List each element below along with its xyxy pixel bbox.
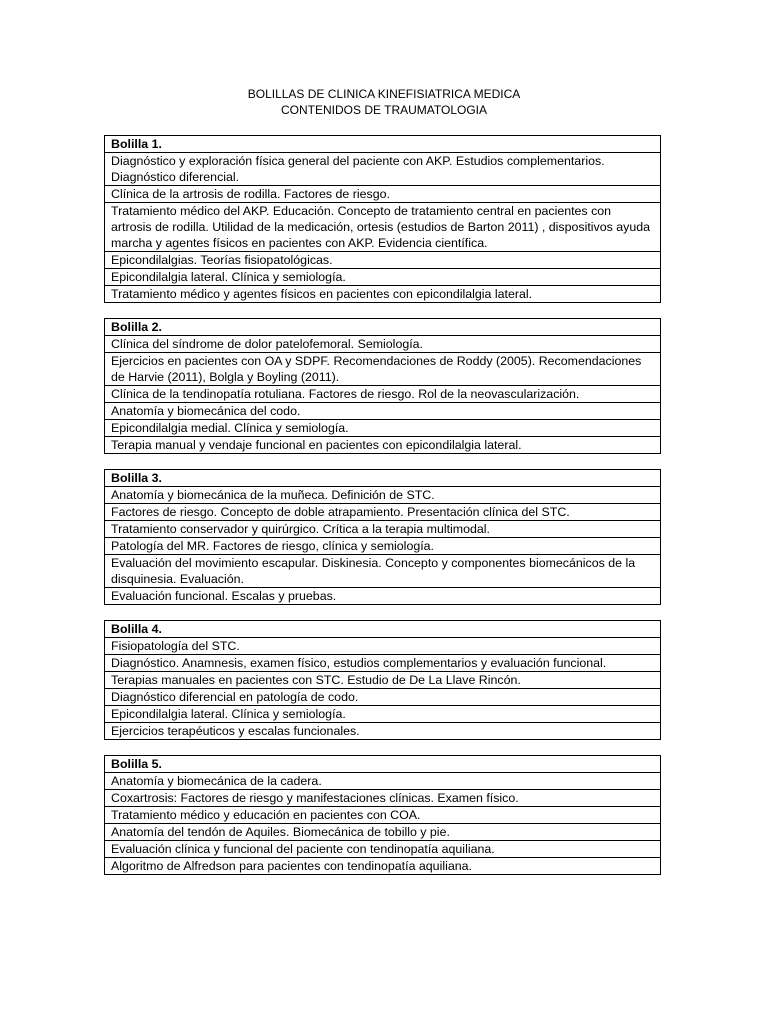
bolilla-table-2 (104, 318, 661, 454)
bolilla-table-5 (104, 755, 661, 875)
table-row (105, 353, 661, 386)
topic-cell: Evaluación funcional. Escalas y pruebas. (105, 588, 661, 605)
topic-cell: Algoritmo de Alfredson para pacientes con tendinopatía aquiliana. (105, 858, 661, 875)
bolilla-title: Bolilla 5. (105, 756, 661, 773)
document-subtitle: CONTENIDOS DE TRAUMATOLOGIA (280, 103, 488, 117)
topic-cell: Evaluación del movimiento escapular. Diskinesia. Concepto y componentes biomecánicos de la disquinesia. Evaluación. (105, 555, 661, 588)
table-row (105, 689, 661, 706)
topic-cell: Tratamiento conservador y quirúrgico. Crítica a la terapia multimodal. (105, 521, 661, 538)
table-header-row (105, 756, 661, 773)
table-row (105, 672, 661, 689)
table-row (105, 538, 661, 555)
topic-cell: Evaluación clínica y funcional del paciente con tendinopatía aquiliana. (105, 841, 661, 858)
bolilla-title: Bolilla 1. (105, 136, 661, 153)
topic-cell: Diagnóstico. Anamnesis, examen físico, estudios complementarios y evaluación funcional. (105, 655, 661, 672)
topic-cell: Diagnóstico diferencial en patología de codo. (105, 689, 661, 706)
topic-cell: Clínica del síndrome de dolor patelofemoral. Semiología. (105, 336, 661, 353)
table-row (105, 773, 661, 790)
table-row (105, 706, 661, 723)
table-row (105, 286, 661, 303)
topic-cell: Diagnóstico y exploración física general del paciente con AKP. Estudios complementarios. Diagnóstico diferencial. (105, 153, 661, 186)
table-row (105, 487, 661, 504)
bolilla-table-1 (104, 135, 661, 303)
table-row (105, 336, 661, 353)
topic-cell: Tratamiento médico del AKP. Educación. Concepto de tratamiento central en pacientes con artrosis de rodilla. Utilidad de la medicación, ortesis (estudios de Barton 2011) , dispositivos ayuda marcha y agentes físicos en pacientes con AKP. Evidencia científica. (105, 203, 661, 252)
table-row (105, 269, 661, 286)
table-row (105, 420, 661, 437)
table-row (105, 521, 661, 538)
bolilla-table-4 (104, 620, 661, 740)
topic-cell: Clínica de la artrosis de rodilla. Factores de riesgo. (105, 186, 661, 203)
table-row (105, 841, 661, 858)
topic-cell: Anatomía y biomecánica de la muñeca. Definición de STC. (105, 487, 661, 504)
table-row (105, 555, 661, 588)
topic-cell: Anatomía del tendón de Aquiles. Biomecánica de tobillo y pie. (105, 824, 661, 841)
topic-cell: Anatomía y biomecánica de la cadera. (105, 773, 661, 790)
table-row (105, 824, 661, 841)
table-row (105, 638, 661, 655)
table-row (105, 655, 661, 672)
table-row (105, 403, 661, 420)
topic-cell: Tratamiento médico y agentes físicos en pacientes con epicondilalgia lateral. (105, 286, 661, 303)
topic-cell: Coxartrosis: Factores de riesgo y manifestaciones clínicas. Examen físico. (105, 790, 661, 807)
table-header-row (105, 621, 661, 638)
document-header (0, 86, 768, 118)
bolillas-container (104, 135, 661, 890)
table-row (105, 723, 661, 740)
table-row (105, 252, 661, 269)
topic-cell: Epicondilalgia lateral. Clínica y semiología. (105, 269, 661, 286)
table-header-row (105, 319, 661, 336)
table-row (105, 858, 661, 875)
topic-cell: Fisiopatología del STC. (105, 638, 661, 655)
topic-cell: Patología del MR. Factores de riesgo, clínica y semiología. (105, 538, 661, 555)
topic-cell: Anatomía y biomecánica del codo. (105, 403, 661, 420)
topic-cell: Tratamiento médico y educación en pacientes con COA. (105, 807, 661, 824)
document-title: BOLILLAS DE CLINICA KINEFISIATRICA MEDICA (247, 87, 521, 101)
table-row (105, 153, 661, 186)
topic-cell: Epicondilalgia lateral. Clínica y semiología. (105, 706, 661, 723)
topic-cell: Epicondilalgias. Teorías fisiopatológicas. (105, 252, 661, 269)
table-row (105, 437, 661, 454)
topic-cell: Terapias manuales en pacientes con STC. Estudio de De La Llave Rincón. (105, 672, 661, 689)
table-row (105, 807, 661, 824)
table-header-row (105, 470, 661, 487)
bolilla-title: Bolilla 3. (105, 470, 661, 487)
topic-cell: Ejercicios terapéuticos y escalas funcionales. (105, 723, 661, 740)
table-row (105, 790, 661, 807)
topic-cell: Ejercicios en pacientes con OA y SDPF. Recomendaciones de Roddy (2005). Recomendaciones de Harvie (2011), Bolgla y Boyling (2011). (105, 353, 661, 386)
topic-cell: Factores de riesgo. Concepto de doble atrapamiento. Presentación clínica del STC. (105, 504, 661, 521)
bolilla-table-3 (104, 469, 661, 605)
topic-cell: Terapia manual y vendaje funcional en pacientes con epicondilalgia lateral. (105, 437, 661, 454)
topic-cell: Epicondilalgia medial. Clínica y semiología. (105, 420, 661, 437)
topic-cell: Clínica de la tendinopatía rotuliana. Factores de riesgo. Rol de la neovascularización. (105, 386, 661, 403)
table-row (105, 186, 661, 203)
table-row (105, 203, 661, 252)
bolilla-title: Bolilla 4. (105, 621, 661, 638)
table-header-row (105, 136, 661, 153)
bolilla-title: Bolilla 2. (105, 319, 661, 336)
table-row (105, 588, 661, 605)
table-row (105, 504, 661, 521)
table-row (105, 386, 661, 403)
